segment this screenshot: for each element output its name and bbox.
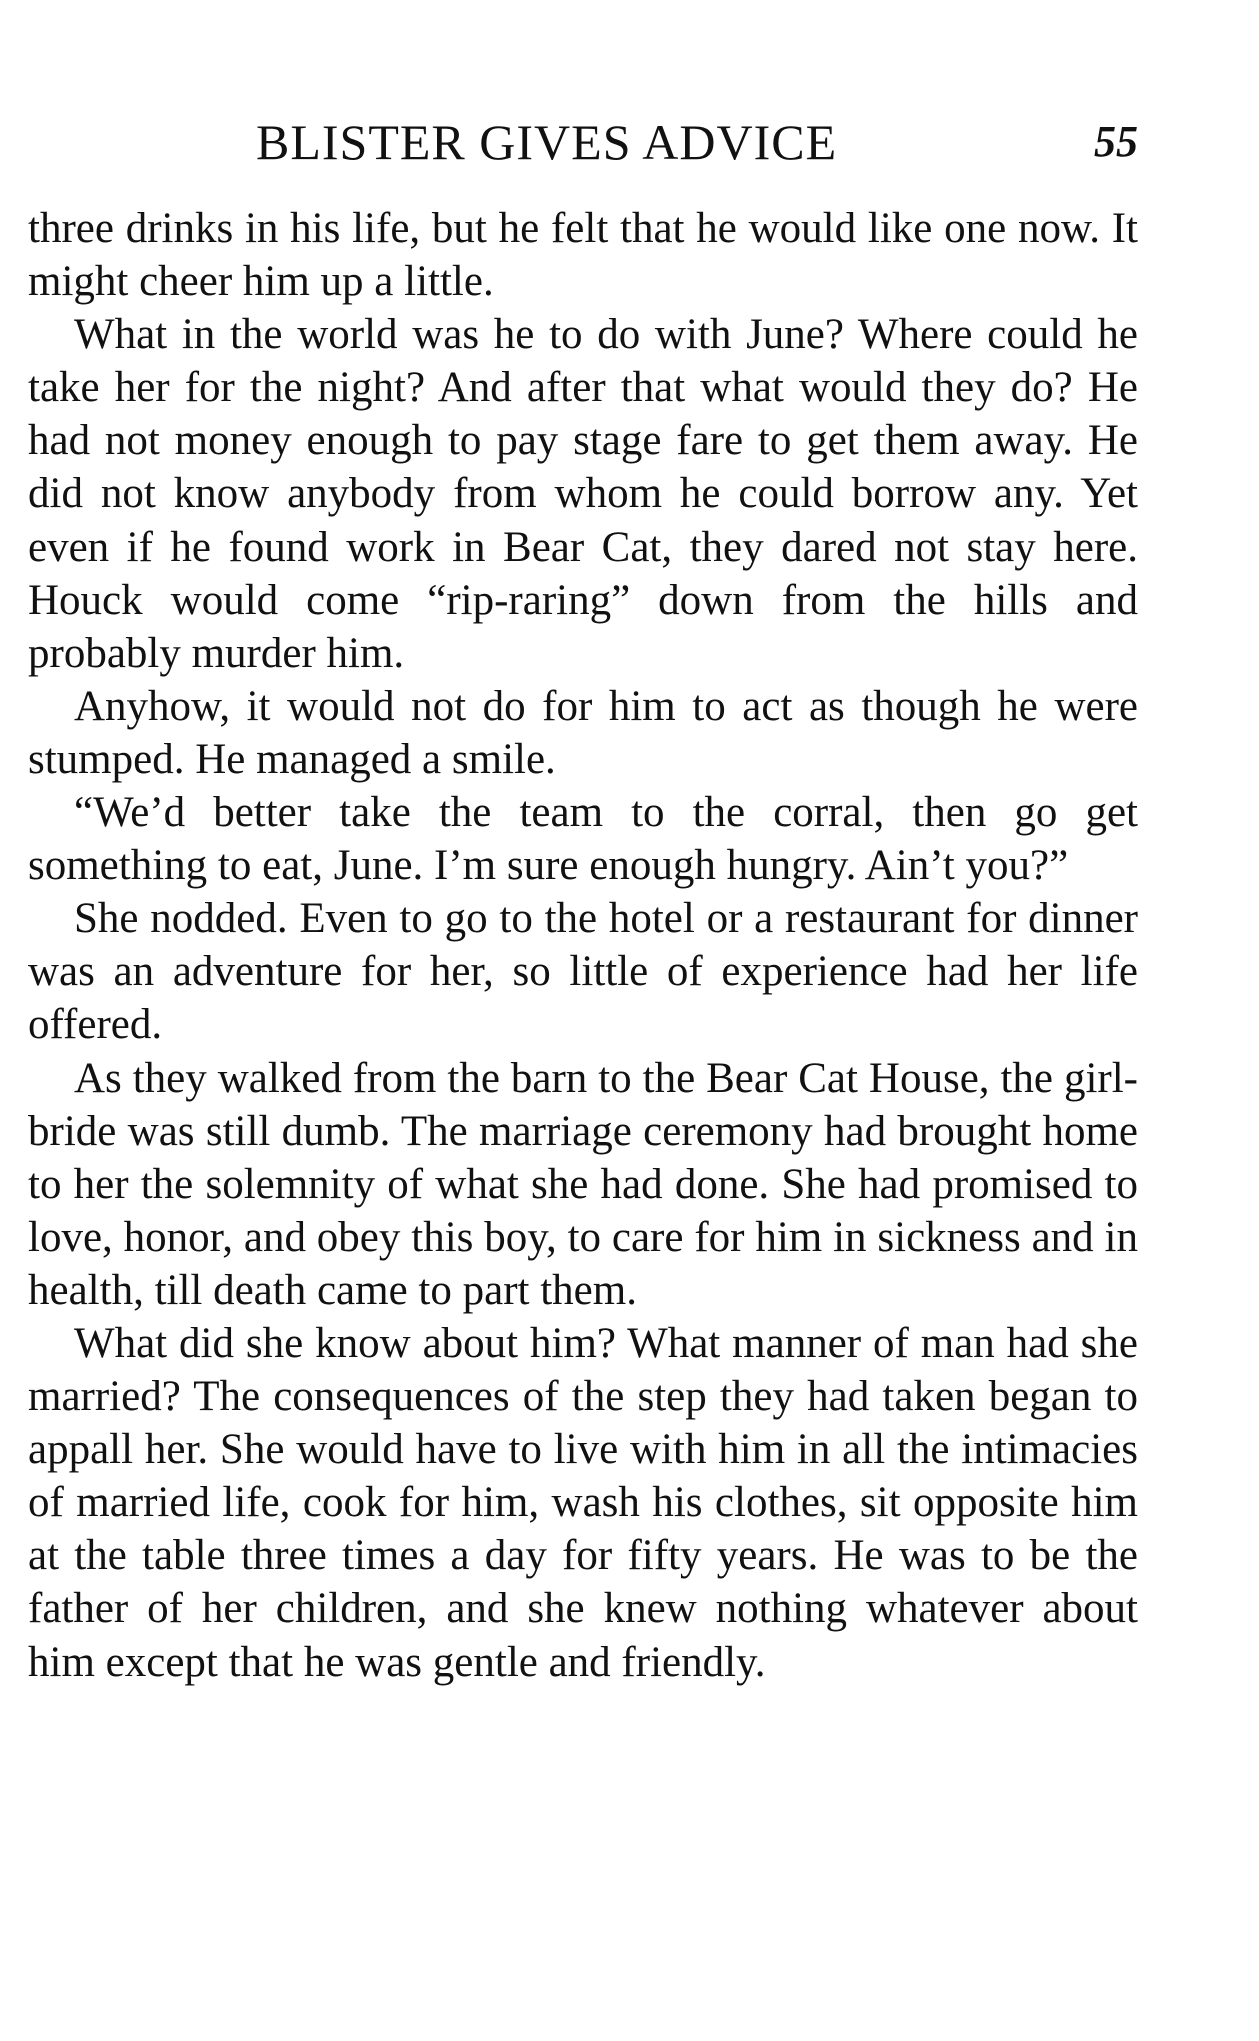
running-head (28, 112, 1138, 172)
paragraph: Anyhow, it would not do for him to act as though he were stumped. He managed a smile. (28, 682, 1138, 783)
paragraph: What in the world was he to do with June? Where could he take her for the night? And after that what would they do? He had not money enough to pay stage fare to get them away. He did not know anybody from whom he could borrow any. Yet even if he found work in Bear Cat, they dared not stay here. Houck would come “rip-raring” down from the hills and probably murder him. (28, 311, 1138, 677)
running-title: BLISTER GIVES ADVICE (256, 114, 838, 170)
page-number: 55 (1094, 117, 1138, 166)
paragraph: “We’d better take the team to the corral, then go get something to eat, June. I’m sure enough hungry. Ain’t you?” (28, 789, 1138, 890)
body-text (28, 202, 1138, 1689)
paragraph: What did she know about him? What manner of man had she married? The consequences of the step they had taken began to appall her. She would have to live with him in all the intimacies of married life, cook for him, wash his clothes, sit opposite him at the table three times a day for fifty years. He was to be the father of her children, and she knew nothing whatever about him except that he was gentle and friendly. (28, 1319, 1138, 1686)
paragraph-continued: three drinks in his life, but he felt that he would like one now. It might cheer him up a little. (28, 205, 1138, 306)
paragraph: She nodded. Even to go to the hotel or a restaurant for dinner was an adventure for her, so little of experience had her life offered. (28, 895, 1138, 1049)
paragraph: As they walked from the barn to the Bear Cat House, the girl-bride was still dumb. The marriage ceremony had brought home to her the solemnity of what she had done. She had promised to love, honor, and obey this boy, to care for him in sickness and in health, till death came to part them. (28, 1054, 1138, 1314)
